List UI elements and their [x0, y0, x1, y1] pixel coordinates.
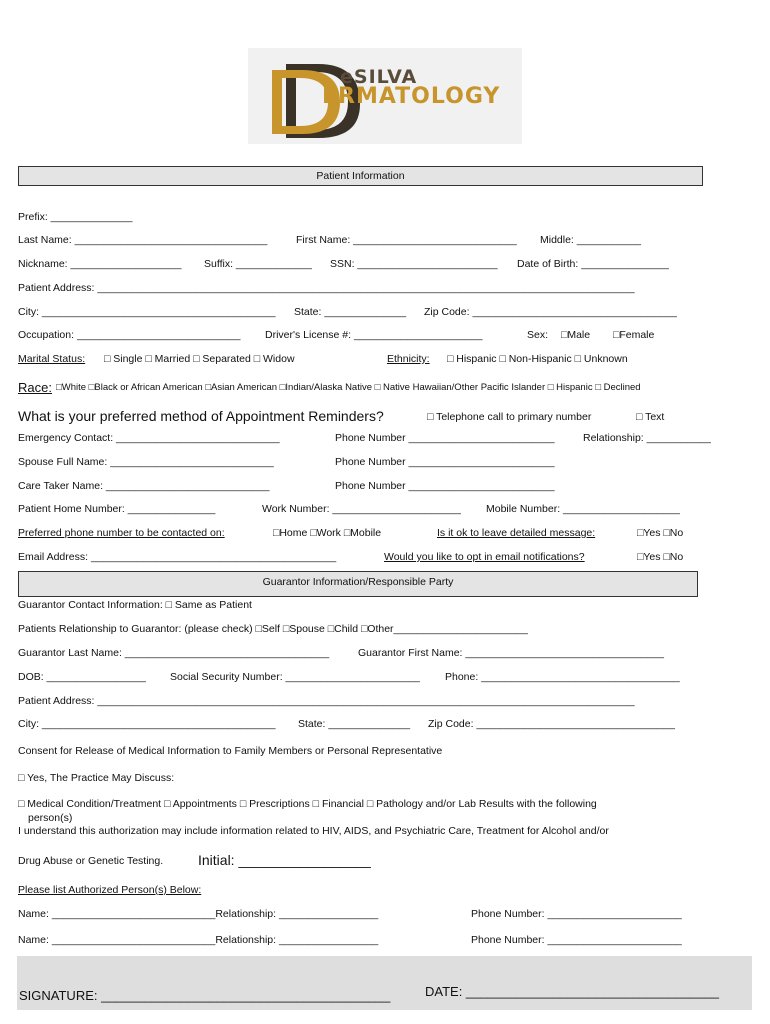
- ethnicity-options[interactable]: □ Hispanic □ Non-Hispanic □ Unknown: [447, 353, 628, 365]
- date-of-birth-field[interactable]: Date of Birth: _______________: [517, 258, 669, 270]
- reminder-text-checkbox[interactable]: □ Text: [636, 411, 665, 423]
- consent-items-checkboxes[interactable]: □ Medical Condition/Treatment □ Appointments □ Prescriptions □ Financial □ Pathology and/or Lab Results with the following: [18, 798, 597, 810]
- authorized-person-1-phone[interactable]: Phone Number: _______________________: [471, 908, 682, 920]
- email-opt-in-label: Would you like to opt in email notifications?: [384, 551, 585, 563]
- authorized-person-1-field[interactable]: Name: ____________________________Relationship: _________________: [18, 908, 379, 920]
- emergency-contact-field[interactable]: Emergency Contact: ____________________________: [18, 432, 280, 444]
- logo-text-top: eSILVA: [340, 66, 418, 88]
- date-field[interactable]: DATE: ___________________________________: [425, 984, 719, 999]
- sex-female-checkbox[interactable]: □Female: [613, 329, 655, 341]
- guarantor-city-field[interactable]: City: ________________________________________: [18, 718, 276, 730]
- authorized-person-2-phone[interactable]: Phone Number: _______________________: [471, 934, 682, 946]
- section-header-patient-information: Patient Information: [18, 166, 703, 186]
- consent-heading: Consent for Release of Medical Information to Family Members or Personal Representative: [18, 745, 443, 757]
- sex-label: Sex:: [527, 329, 549, 341]
- work-number-field[interactable]: Work Number: ______________________: [262, 503, 461, 515]
- detailed-message-label: Is it ok to leave detailed message:: [437, 527, 596, 539]
- first-name-field[interactable]: First Name: ____________________________: [296, 234, 517, 246]
- guarantor-zip-field[interactable]: Zip Code: __________________________________: [428, 718, 675, 730]
- caretaker-phone-field[interactable]: Phone Number _________________________: [335, 480, 555, 492]
- drug-abuse-statement: Drug Abuse or Genetic Testing.: [18, 855, 164, 867]
- mobile-number-field[interactable]: Mobile Number: ____________________: [486, 503, 680, 515]
- guarantor-phone-field[interactable]: Phone: __________________________________: [445, 671, 680, 683]
- logo-text-bottom: ERMATOLOGY: [322, 84, 501, 109]
- guarantor-relationship-options[interactable]: Patients Relationship to Guarantor: (please check) □Self □Spouse □Child □Other_______________________: [18, 623, 528, 635]
- guarantor-contact-info[interactable]: Guarantor Contact Information: □ Same as Patient: [18, 599, 252, 611]
- signature-box: [17, 956, 752, 1010]
- emergency-relationship-field[interactable]: Relationship: ___________: [583, 432, 711, 444]
- state-field[interactable]: State: ______________: [294, 306, 407, 318]
- signature-field[interactable]: SIGNATURE: ________________________________________: [19, 988, 391, 1003]
- occupation-field[interactable]: Occupation: ____________________________: [18, 329, 241, 341]
- section-header-guarantor: Guarantor Information/Responsible Party: [18, 571, 698, 597]
- practice-logo: [248, 48, 522, 144]
- sex-male-checkbox[interactable]: □Male: [561, 329, 591, 341]
- zip-code-field[interactable]: Zip Code: ___________________________________: [424, 306, 677, 318]
- emergency-phone-field[interactable]: Phone Number _________________________: [335, 432, 555, 444]
- reminder-telephone-checkbox[interactable]: □ Telephone call to primary number: [427, 411, 592, 423]
- prefix-field[interactable]: Prefix: ______________: [18, 211, 133, 223]
- authorized-persons-label: Please list Authorized Person(s) Below:: [18, 884, 202, 896]
- guarantor-address-field[interactable]: Patient Address: ____________________________________________________________________________________________: [18, 695, 635, 707]
- guarantor-dob-field[interactable]: DOB: _________________: [18, 671, 146, 683]
- preferred-phone-options[interactable]: □Home □Work □Mobile: [273, 527, 382, 539]
- email-opt-in-options[interactable]: □Yes □No: [637, 551, 684, 563]
- city-field[interactable]: City: ________________________________________: [18, 306, 276, 318]
- spouse-name-field[interactable]: Spouse Full Name: ____________________________: [18, 456, 274, 468]
- marital-status-label: Marital Status:: [18, 353, 86, 365]
- ssn-field[interactable]: SSN: ________________________: [330, 258, 498, 270]
- middle-name-field[interactable]: Middle: ___________: [540, 234, 642, 246]
- drivers-license-field[interactable]: Driver's License #: ______________________: [265, 329, 483, 341]
- consent-yes-checkbox[interactable]: □ Yes, The Practice May Discuss:: [18, 772, 175, 784]
- initial-field[interactable]: Initial: _________________: [198, 852, 371, 868]
- guarantor-last-name-field[interactable]: Guarantor Last Name: ___________________________________: [18, 647, 330, 659]
- reminder-question: What is your preferred method of Appointment Reminders?: [18, 408, 384, 424]
- guarantor-ssn-field[interactable]: Social Security Number: _______________________: [170, 671, 420, 683]
- authorized-person-2-field[interactable]: Name: ____________________________Relationship: _________________: [18, 934, 379, 946]
- last-name-field[interactable]: Last Name: _________________________________: [18, 234, 268, 246]
- patient-address-field[interactable]: Patient Address: ____________________________________________________________________________________________: [18, 282, 635, 294]
- consent-items-continued: person(s): [28, 812, 73, 824]
- preferred-phone-label: Preferred phone number to be contacted on:: [18, 527, 225, 539]
- home-number-field[interactable]: Patient Home Number: _______________: [18, 503, 216, 515]
- ethnicity-label: Ethnicity:: [387, 353, 430, 365]
- guarantor-first-name-field[interactable]: Guarantor First Name: __________________________________: [358, 647, 664, 659]
- marital-status-options[interactable]: □ Single □ Married □ Separated □ Widow: [104, 353, 295, 365]
- race-label: Race:: [18, 380, 52, 395]
- race-options[interactable]: □White □Black or African American □Asian American □Indian/Alaska Native □ Native Hawaiian/Other Pacific Islander □ Hispanic □ Declined: [56, 382, 641, 393]
- nickname-field[interactable]: Nickname: ___________________: [18, 258, 182, 270]
- email-address-field[interactable]: Email Address: __________________________________________: [18, 551, 337, 563]
- detailed-message-options[interactable]: □Yes □No: [637, 527, 684, 539]
- authorization-statement: I understand this authorization may include information related to HIV, AIDS, and Psychiatric Care, Treatment for Alcohol and/or: [18, 825, 609, 837]
- spouse-phone-field[interactable]: Phone Number _________________________: [335, 456, 555, 468]
- guarantor-state-field[interactable]: State: ______________: [298, 718, 411, 730]
- suffix-field[interactable]: Suffix: _____________: [204, 258, 312, 270]
- caretaker-name-field[interactable]: Care Taker Name: ____________________________: [18, 480, 270, 492]
